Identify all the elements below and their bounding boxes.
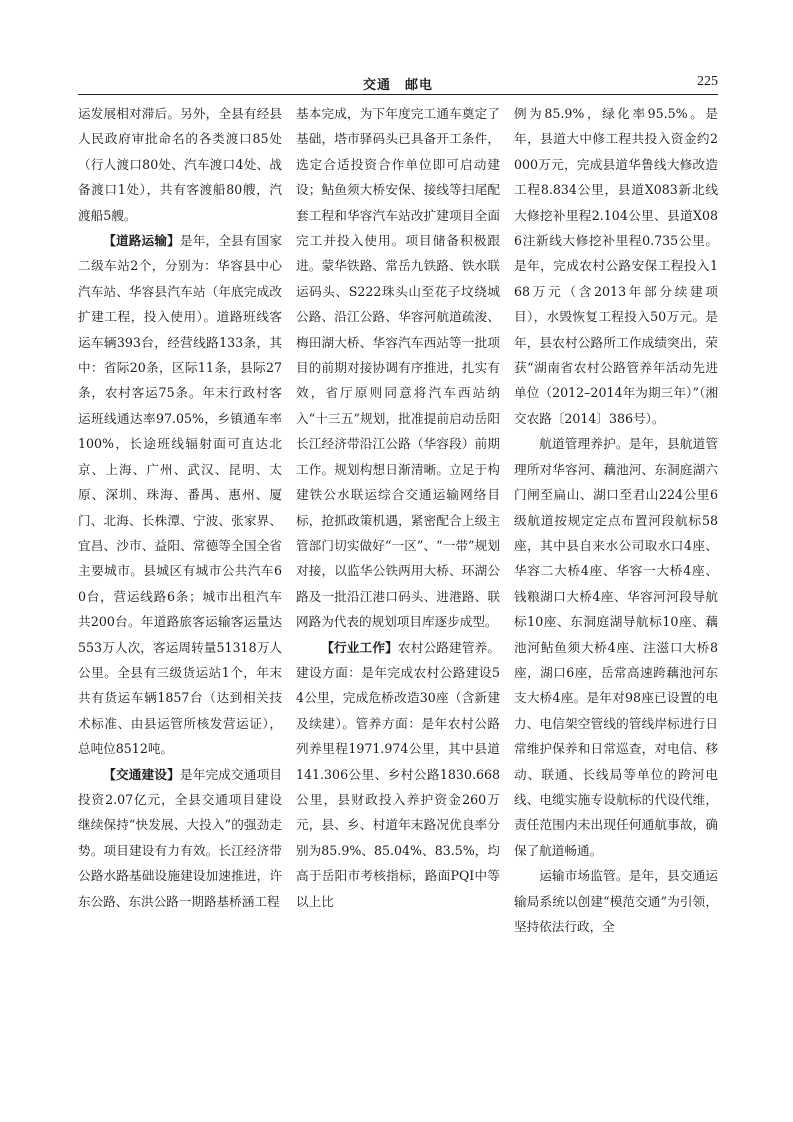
section-title: 交通 邮电 [362, 78, 433, 93]
heading-transport-construction: 【交通建设】 [103, 766, 180, 782]
header-rule [78, 94, 718, 95]
heading-industry-work: 【行业工作】 [321, 639, 398, 655]
transport-construction-text: 是年完成交通项目投资2.07亿元，全县交通项目建设继续保持“快发展、大投入”的强劲走势。项目建设有力有效。长江经济带公路水路基础设施建设加速推进，许东公路、东洪公路一期路基桥涵工程 [78, 766, 282, 909]
column-2 [296, 101, 500, 1061]
paragraph-industry-work [296, 635, 500, 914]
paragraph-road-transport [78, 228, 282, 762]
text-columns [78, 101, 718, 1061]
paragraph-transport-construction [78, 762, 282, 914]
column-1 [78, 101, 282, 1061]
road-transport-text: 是年，全县有国家二级车站2个，分别为：华容县中心汽车站、华容县汽车站（年底完成改扩建工程，投入使用）。道路班线客运车辆393台，经营线路133条，其中：省际20条，区际11条，县际27条，农村客运75条。年末行政村客运班线通达率97.05%，乡镇通车率100%，长途班线辐射面可直达北京、上海、广州、武汉、昆明、太原、深圳、珠海、番禺、惠州、厦门、北海、长株潭、宁波、张家界、宜昌、沙市、益阳、常德等全国全省主要城市。县城区有城市公共汽车60台，营运线路6条；城市出租汽车共200台。年道路旅客运输客运量达553万人次，客运周转量51318万人公里。全县有三级货运站1个，年末共有货运车辆1857台（达到相关技术标准、由县运管所核发营运证），总吨位8512吨。 [78, 233, 282, 757]
paragraph-waterway-management: 航道管理养护。是年，县航道管理所对华容河、藕池河、东洞庭湖六门闸至扁山、湖口至君山224公里6级航道按规定定点布置河段航标58座，其中县自来水公司取水口4座、华容二大桥4座、华容一大桥4座、钱粮湖口大桥4座、华容河河段导航标10座、东洞庭湖导航标10座、藕池河鲇鱼须大桥4座、注滋口大桥8座，湖口6座，岳常高速跨藕池河东支大桥4座。是年对98座已设置的电力、电信架空管线的管线岸标进行日常维护保养和日常巡查，对电信、移动、联通、长线局等单位的跨河电线、电缆实施专设航标的代设代维，责任范围内未出现任何通航事故，确保了航道畅通。 [514, 436, 718, 858]
industry-work-text: 农村公路建管养。建设方面：是年完成农村公路建设54公里，完成危桥改造30座（含新建及续建）。管养方面：是年农村公路列养里程1971.974公里，其中县道141.306公里、乡村公路1830.668公里，县财政投入养护资金260万元，县、乡、村道年末路况优良率分别为85.9%、85.04%、83.5%，均高于岳阳市考核指标，路面PQI中等以上比 [296, 639, 500, 909]
paragraph-market-supervision: 运输市场监管。是年，县交通运输局系统以创建“模范交通”为引领，坚持依法行政，全 [514, 868, 718, 934]
paragraph-ferry-cont: 运发展相对滞后。另外，全县有经县人民政府审批命名的各类渡口85处（行人渡口80处、汽车渡口4处、战备渡口1处），共有客渡船80艘，汽渡船5艘。 [78, 106, 282, 223]
running-header [78, 71, 718, 93]
page-number: 225 [697, 74, 718, 89]
column-3 [514, 101, 718, 1061]
paragraph-road-maintenance-cont: 例为85.9%，绿化率95.5%。是年，县道大中修工程共投入资金约2000万元，完成县道华鲁线大修改造工程8.834公里，县道X083新北线大修挖补里程2.104公里、县道X086注新线大修挖补里程0.735公里。是年，完成农村公路安保工程投入168万元（含2013年部分续建项目），水毁恢复工程投入50万元。是年，县农村公路所工作成绩突出，荣获“湖南省农村公路管养年活动先进单位（2012–2014年为期三年）”（湘交农路〔2014〕386号）。 [514, 106, 718, 426]
heading-road-transport: 【道路运输】 [103, 233, 180, 249]
paragraph-construction-cont: 基本完成，为下年度完工通车奠定了基础，塔市驿码头已具备开工条件，选定合适投资合作单位即可启动建设；鲇鱼须大桥安保、接线等扫尾配套工程和华容汽车站改扩建项目全面完工并投入使用。项目储备积极跟进。蒙华铁路、常岳九铁路、铁水联运码头、S222珠头山至花子坟绕城公路、沿江公路、华容河航道疏浚、梅田湖大桥、华容汽车西站等一批项目的前期对接协调有序推进，扎实有效，省厅原则同意将汽车西站纳入“十三五”规划，批准提前启动岳阳长江经济带沿江公路（华容段）前期工作。规划构想日渐清晰。立足于构建铁公水联运综合交通运输网络目标，抢抓政策机遇，紧密配合上级主管部门切实做好“一区”、“一带”规划对接，以监华公铁两用大桥、环湖公路及一批沿江港口码头、进港路、联网路为代表的规划项目库逐步成型。 [296, 106, 500, 630]
